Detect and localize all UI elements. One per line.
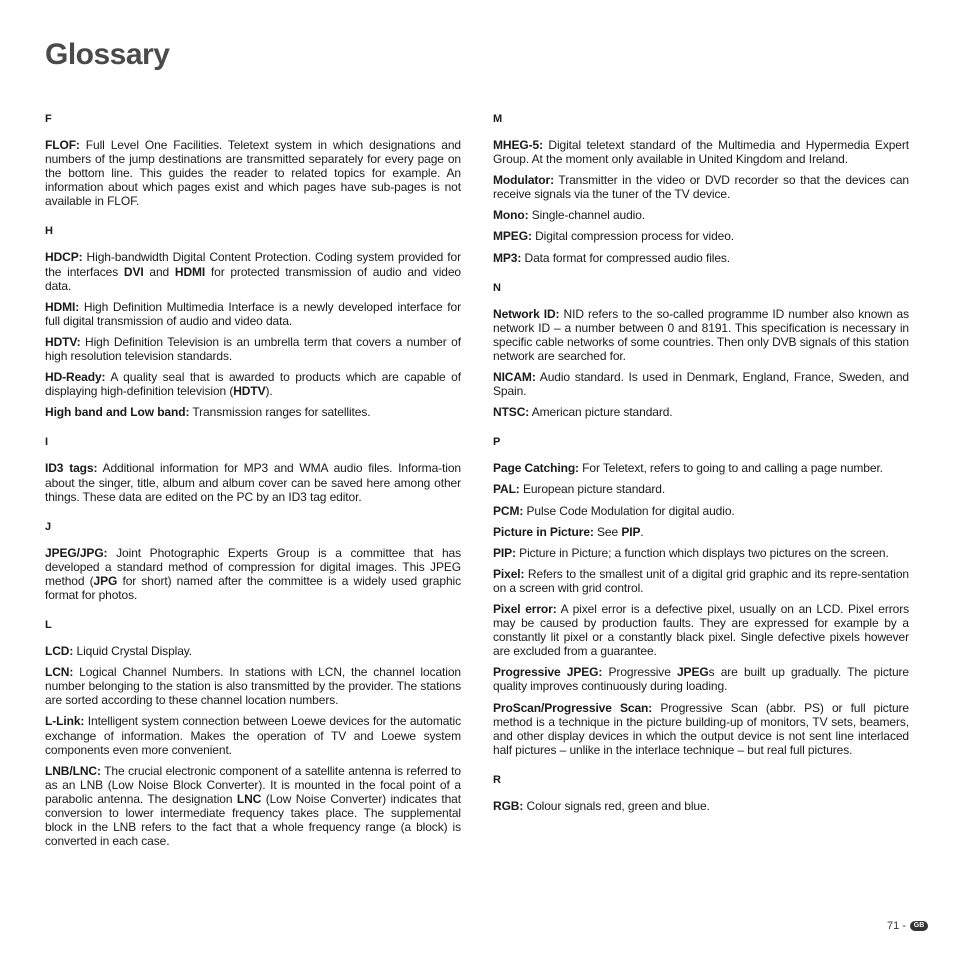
term: Pixel error:	[493, 601, 557, 616]
term: FLOF:	[45, 138, 80, 152]
section-n	[493, 281, 909, 420]
term: JPEG/JPG:	[45, 545, 108, 560]
term: L-Link:	[45, 714, 85, 729]
definition: High-bandwidth Digital Content Protection. Coding system provided for the interfaces	[45, 250, 461, 279]
term: Pixel:	[493, 566, 525, 581]
term: LNB/LNC:	[45, 763, 101, 778]
definition: Audio standard. Is used in Denmark, England, France, Sweden, and Spain.	[493, 370, 909, 399]
entry-high-band	[45, 405, 461, 419]
term: PAL:	[493, 482, 520, 497]
term: PIP:	[493, 545, 516, 560]
term: Mono:	[493, 208, 529, 223]
definition: NID refers to the so-called programme ID number also known as network ID – a number between 0 and 8191. This specification is necessary in specific cable networks of some countries. Then only DVB signals of this station network are searched for.	[493, 306, 909, 363]
term: MHEG-5:	[493, 138, 543, 152]
definition: Joint Photographic Experts Group is a committee that has developed a standard method of compression for digital images. This JPEG method (	[45, 545, 461, 588]
definition: For Teletext, refers to going to and calling a page number.	[578, 461, 883, 476]
term: Page Catching:	[493, 461, 579, 476]
entry-ntsc	[493, 405, 909, 419]
term: ProScan/Progressive Scan:	[493, 700, 653, 715]
definition: Transmission ranges for satellites.	[189, 405, 371, 420]
language-badge-icon: GB	[910, 921, 928, 931]
entry-pixel-error	[493, 602, 909, 658]
section-letter: N	[493, 281, 501, 294]
right-column	[493, 112, 909, 829]
definition: A quality seal that is awarded to products which are capable of displaying high-definition television (	[45, 370, 461, 399]
page-footer	[887, 920, 928, 932]
entry-mpeg	[493, 229, 909, 243]
entry-jpeg	[45, 546, 461, 602]
entry-page-catching	[493, 461, 909, 475]
definition: European picture standard.	[519, 482, 666, 497]
term: HD-Ready:	[45, 370, 106, 385]
entry-mono	[493, 208, 909, 222]
section-letter: F	[45, 113, 52, 125]
entry-progressive-jpeg	[493, 665, 909, 693]
entry-lcn	[45, 665, 461, 707]
definition: Full Level One Facilities. Teletext system in which designations and numbers of the jump destinations are transmitted separately for every page on the bottom line. This guides the reader to related topics for example. An information about which pages exist and which pages have sub-pages is not available in FLOF.	[45, 138, 461, 209]
term: High band and Low band:	[45, 405, 190, 420]
entry-l-link	[45, 714, 461, 756]
entry-proscan	[493, 701, 909, 757]
definition-bold: JPEG	[676, 665, 709, 680]
entry-hdtv	[45, 335, 461, 363]
definition: The crucial electronic component of a satellite antenna is referred to as an LNB (Low Noise Block Converter). It is mounted in the focal point of a parabolic antenna. The designation	[45, 763, 461, 806]
section-letter: M	[493, 113, 503, 125]
definition: Progressive Scan (abbr. PS) or full picture method is a technique in the picture building-up of monitors, TV sets, beamers, and other display devices in which the output device is not sent line interlaced half pictures – unlike in the interlace technique – but real full pictures.	[493, 700, 909, 757]
definition: High Definition Television is an umbrella term that covers a number of high resolution television standards.	[45, 334, 461, 364]
entry-id3	[45, 461, 461, 503]
entry-pip	[493, 546, 909, 560]
term: PCM:	[493, 503, 524, 518]
definition: Digital compression process for video.	[531, 229, 735, 244]
definition: Logical Channel Numbers. In stations with LCN, the channel location number belonging to the station is also transmitted by the provider. The stations are sorted according to these channel location numbers.	[45, 665, 461, 708]
entry-lcd	[45, 644, 461, 658]
entry-mp3	[493, 251, 909, 265]
entry-hdcp	[45, 250, 461, 292]
definition: See	[593, 524, 622, 539]
term: MP3:	[493, 250, 522, 265]
section-letter: P	[493, 436, 501, 449]
definition: Picture in Picture; a function which displays two pictures on the screen.	[515, 545, 889, 560]
entry-mheg	[493, 138, 909, 166]
definition: Transmitter in the video or DVD recorder so that the devices can receive signals via the tuner of the TV device.	[493, 173, 909, 202]
section-letter: J	[45, 520, 52, 533]
definition: Data format for compressed audio files.	[521, 250, 731, 265]
section-f	[45, 112, 461, 208]
entry-pixel	[493, 567, 909, 595]
definition: A pixel error is a defective pixel, usually on an LCD. Pixel errors may be caused by production faults. They are expressed for example by a constantly lit pixel or a constantly black pixel. Single defective pixels however are excluded from a guarantee.	[493, 601, 910, 659]
entry-modulator	[493, 173, 909, 201]
term: Network ID:	[493, 306, 560, 321]
term: HDTV:	[45, 334, 81, 349]
entry-hdmi	[45, 300, 461, 328]
entry-network-id	[493, 307, 909, 363]
section-i	[45, 435, 461, 503]
definition: Single-channel audio.	[528, 208, 646, 223]
definition: for protected transmission of audio and video data.	[45, 264, 461, 293]
entry-pcm	[493, 504, 909, 518]
term: HDMI:	[45, 299, 80, 314]
term: RGB:	[493, 798, 524, 813]
term: ID3 tags:	[45, 461, 98, 476]
definition-bold: PIP	[621, 524, 641, 539]
entry-hd-ready	[45, 370, 461, 398]
definition-bold: DVI	[123, 264, 144, 279]
definition: s are built up gradually. The picture quality improves continuously during loading.	[493, 665, 909, 694]
term: LCN:	[45, 665, 74, 680]
definition: Colour signals red, green and blue.	[523, 798, 710, 813]
entry-lnb	[45, 764, 461, 849]
page-number: 71 -	[887, 920, 906, 932]
term: Modulator:	[493, 173, 554, 188]
definition-bold: LNC	[236, 791, 262, 806]
term: Progressive JPEG:	[493, 665, 603, 680]
definition: and	[143, 264, 175, 279]
definition: (Low Noise Converter) indicates that conversion to lower intermediate frequency takes place. The supplemental block in the LNB refers to the fact that a whole frequency range (a block) is converted in each case.	[45, 791, 461, 849]
entry-flof	[45, 138, 461, 208]
definition: Intelligent system connection between Loewe devices for the automatic exchange of information. Makes the operation of TV and Loewe system components even more convenient.	[45, 714, 461, 757]
entry-nicam	[493, 370, 909, 398]
term: LCD:	[45, 644, 74, 659]
section-r	[493, 773, 909, 813]
definition: for short) named after the committee is a widely used graphic format for photos.	[45, 573, 461, 602]
section-letter: L	[45, 619, 52, 632]
definition-bold: HDMI	[174, 264, 206, 279]
definition-bold: JPG	[93, 573, 118, 588]
definition-bold: HDTV	[233, 384, 266, 399]
left-column	[45, 112, 461, 864]
definition: .	[640, 524, 644, 539]
section-letter: I	[45, 436, 49, 449]
definition: Pulse Code Modulation for digital audio.	[523, 503, 735, 518]
term: NICAM:	[493, 370, 536, 385]
section-h	[45, 224, 461, 419]
definition: Liquid Crystal Display.	[73, 644, 193, 659]
section-j	[45, 520, 461, 602]
definition: Progressive	[602, 665, 677, 680]
section-m	[493, 112, 909, 265]
entry-picture-in-picture	[493, 525, 909, 539]
definition: Digital teletext standard of the Multimedia and Hypermedia Expert Group. At the moment only available in United Kingdom and Ireland.	[493, 138, 909, 167]
definition: Refers to the smallest unit of a digital grid graphic and its repre-sentation on a screen with grid control.	[493, 566, 909, 595]
term: Picture in Picture:	[493, 524, 594, 539]
section-l	[45, 618, 461, 848]
term: MPEG:	[493, 229, 532, 244]
section-letter: R	[493, 773, 501, 786]
page-title: Glossary	[45, 38, 170, 71]
section-p	[493, 435, 909, 757]
term: NTSC:	[493, 405, 530, 420]
term: HDCP:	[45, 250, 83, 265]
definition: ).	[265, 384, 273, 399]
entry-pal	[493, 482, 909, 496]
section-letter: H	[45, 225, 53, 238]
entry-rgb	[493, 799, 909, 813]
definition: Additional information for MP3 and WMA audio files. Informa-tion about the singer, title, album and album cover can be saved here among other things. These data are edited on the PC by an ID3 tag editor.	[45, 461, 461, 504]
definition: American picture standard.	[529, 405, 673, 420]
definition: High Definition Multimedia Interface is a newly developed interface for full digital transmission of audio and video data.	[45, 299, 461, 328]
